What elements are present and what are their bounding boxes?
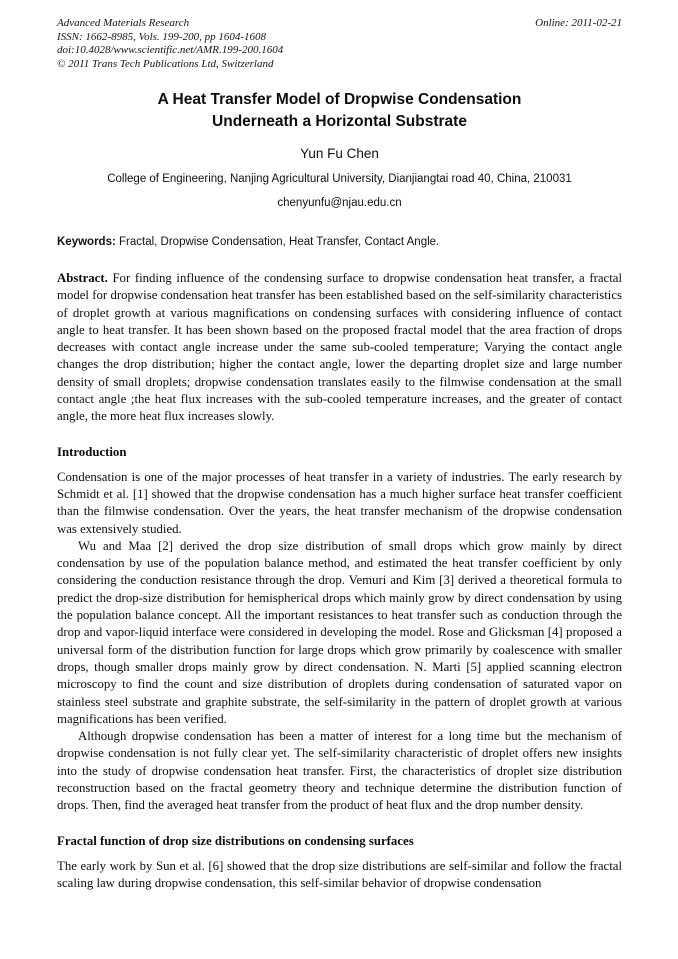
journal-name: Advanced Materials Research <box>57 17 190 29</box>
author-email: chenyunfu@njau.edu.cn <box>277 197 402 209</box>
section-heading-fractal-function: Fractal function of drop size distributions on condensing surfaces <box>57 833 414 848</box>
doi-line: doi:10.4028/www.scientific.net/AMR.199-200.1604 <box>57 44 284 56</box>
online-date: Online: 2011-02-21 <box>535 17 622 29</box>
author-affiliation: College of Engineering, Nanjing Agricultural University, Dianjiangtai road 40, China, 210031 <box>107 173 572 185</box>
abstract-label: Abstract. <box>57 271 108 285</box>
section-heading-introduction: Introduction <box>57 444 127 459</box>
introduction-paragraph-2: Wu and Maa [2] derived the drop size distribution of small drops which grow mainly by direct condensation by use of the population balance method, and estimated the heat transfer coefficient by only considering the conduction resistance through the drop. Vemuri and Kim [3] derived a theoretical formula to predict the drop-size distribution for hemispherical drops which mainly grow by direct condensation by using the population balance concept. All the important resistances to heat transfer such as conduction through the drop and vapor-liquid interface were considered in developing the model. Rose and Glicksman [4] proposed a universal form of the distribution function for large drops which grow primarily by coalescence with smaller drops, though smaller drops mainly grow by direct condensation. N. Marti [5] applied scanning electron microscopy to find the count and size distribution of droplets during condensation of saturated vapor on stainless steel substrate and graphite substrate, the self-similarity in the pattern of droplet growth at various magnifications has been verified. <box>57 538 622 726</box>
paper-title-line1: A Heat Transfer Model of Dropwise Condensation <box>157 91 522 108</box>
paper-title-line2: Underneath a Horizontal Substrate <box>212 113 467 130</box>
keywords-label: Keywords: <box>57 236 116 248</box>
keywords-text: Fractal, Dropwise Condensation, Heat Transfer, Contact Angle. <box>119 236 440 248</box>
introduction-paragraph-1: Condensation is one of the major processes of heat transfer in a variety of industries. The early research by Schmidt et al. [1] showed that the dropwise condensation has a much higher surface heat transfer coefficient than the filmwise condensation. Over the years, the heat transfer mechanism of the dropwise condensation was extensively studied. <box>57 469 622 536</box>
copyright-line: © 2011 Trans Tech Publications Ltd, Switzerland <box>57 57 274 70</box>
paper-title <box>57 89 622 133</box>
journal-header <box>57 17 622 71</box>
abstract-paragraph <box>57 270 622 426</box>
keywords-line <box>57 235 622 249</box>
issn-line: ISSN: 1662-8985, Vols. 199-200, pp 1604-1608 <box>57 30 266 43</box>
author-name: Yun Fu Chen <box>300 146 379 161</box>
abstract-text: For finding influence of the condensing surface to dropwise condensation heat transfer, a fractal model for dropwise condensation heat transfer has been established based on the self-similarity characteristics of droplet growth at various magnifications on condensing surfaces with considering influence of contact angle to heat transfer. It has been shown based on the proposed fractal model that the area fraction of drops decreases with contact angle increase under the same sub-cooled temperature; Varying the contact angle changes the drop distribution; higher the contact angle, lower the departing droplet size and large number density of small droplets; dropwise condensation translates easily to the filmwise condensation at the small contact angle ;the heat flux increases with the sub-cooled temperature increases, and the greater of contact angle, the more heat flux increases slowly. <box>57 271 622 424</box>
introduction-paragraph-3: Although dropwise condensation has been a matter of interest for a long time but the mechanism of dropwise condensation is not fully clear yet. The self-similarity characteristic of droplet offers new insights into the study of dropwise condensation heat transfer. First, the characteristics of droplet size distribution reconstruction based on the fractal geometry theory and technique determine the distribution function of drops. Then, find the averaged heat transfer from the product of heat flux and the drop number density. <box>57 729 622 813</box>
fractal-section-paragraph-1: The early work by Sun et al. [6] showed that the drop size distributions are self-similar and follow the fractal scaling law during dropwise condensation, this self-similar behavior of dropwise condensation <box>57 858 622 890</box>
